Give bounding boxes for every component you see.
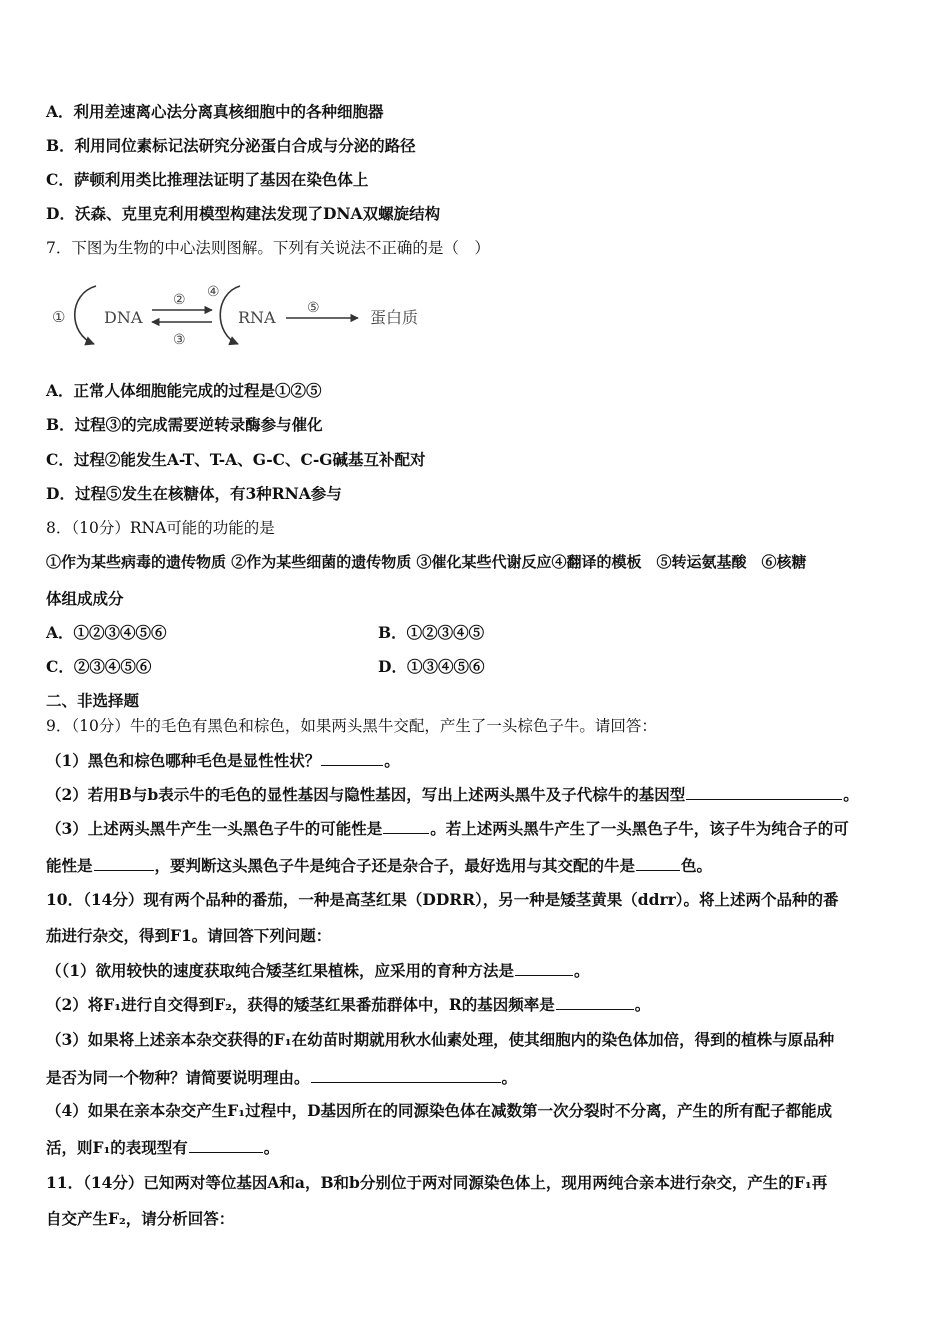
q10-part1-text: （（1）欲用较快的速度获取纯合矮茎红果植株，应采用的育种方法是 [46,961,515,980]
q9-part3-line1 [46,818,849,839]
q9-answer-blank-4[interactable] [94,855,154,871]
q6-option-b: B．利用同位素标记法研究分泌蛋白合成与分泌的路径 [46,136,416,155]
label-protein: 蛋白质 [370,308,419,327]
q9-part2 [46,784,859,805]
q7-option-d: D．过程⑤发生在核糖体，有3种RNA参与 [46,484,342,503]
q10-part1 [46,960,590,981]
q9-part1-end: 。 [384,751,400,770]
q9-part1 [46,750,400,771]
label-circle-4: ④ [207,284,220,300]
central-dogma-diagram [46,276,446,356]
q9-part3-text-b: 。若上述两头黑牛产生了一头黑色子牛，该子牛为纯合子的可 [430,819,849,838]
section-title: 二、非选择题 [46,691,140,710]
q9-answer-blank-5[interactable] [636,855,680,871]
q10-part4-end: 。 [263,1138,280,1157]
q10-part3-line1: （3）如果将上述亲本杂交获得的F₁在幼苗时期就用秋水仙素处理，使其细胞内的染色体加倍，得到的植株与原品种 [46,1030,835,1049]
q7-option-a: A．正常人体细胞能完成的过程是①②⑤ [46,381,322,400]
q8-option-d: D．①③④⑤⑥ [378,657,485,676]
q7-option-c: C．过程②能发生A-T、T-A、G-C、C-G碱基互补配对 [46,450,426,469]
q9-part3-text-a: （3）上述两头黑牛产生一头黑色子牛的可能性是 [46,819,383,838]
q6-option-a: A．利用差速离心法分离真核细胞中的各种细胞器 [46,102,384,121]
q10-part4-line1: （4）如果在亲本杂交产生F₁过程中，D基因所在的同源染色体在减数第一次分裂时不分离，产生的所有配子都能成 [46,1101,833,1120]
q10-answer-blank-3[interactable] [311,1067,501,1083]
q9-part2-end: 。 [843,785,859,804]
q10-stem-line1: 10．（14分）现有两个品种的番茄，一种是高茎红果（DDRR），另一种是矮茎黄果（ddrr）。将上述两个品种的番 [46,890,839,909]
q10-part2-end: 。 [634,995,651,1014]
q10-part2 [46,994,650,1015]
q9-answer-blank-1[interactable] [321,750,383,766]
q9-part3-text-e: 色。 [681,856,713,875]
q8-items-line1: ①作为某些病毒的遗传物质 ②作为某些细菌的遗传物质 ③催化某些代谢反应④翻译的模板 ⑤转运氨基酸 ⑥核糖 [46,553,807,571]
q11-stem-line2: 自交产生F₂，请分析回答： [46,1209,235,1228]
q8-items-line2: 体组成成分 [46,589,124,608]
q9-answer-blank-2[interactable] [686,784,842,800]
q7-option-b: B．过程③的完成需要逆转录酶参与催化 [46,415,323,434]
q9-part3-text-c: 能性是 [46,856,93,875]
replication-loop-arrow [75,286,96,344]
label-circle-1: ① [52,308,66,326]
q11-stem-line1: 11．（14分）已知两对等位基因A和a，B和b分别位于两对同源染色体上，现用两纯合亲本进行杂交，产生的F₁再 [46,1173,828,1192]
q10-part3-line2 [46,1067,517,1088]
q9-part3-text-d: ，要判断这头黑色子牛是纯合子还是杂合子，最好选用与其交配的牛是 [154,856,636,875]
q9-stem: 9．（10分）牛的毛色有黑色和棕色，如果两头黑牛交配，产生了一头棕色子牛。请回答： [46,717,657,735]
q10-part1-end: 。 [574,961,590,980]
q10-part4-text: 活，则F₁的表现型有 [46,1138,188,1157]
q7-stem: 7．下图为生物的中心法则图解。下列有关说法不正确的是（ ） [46,239,490,257]
label-rna: RNA [238,308,276,327]
q6-option-d: D．沃森、克里克利用模型构建法发现了DNA双螺旋结构 [46,204,441,223]
q8-option-b: B．①②③④⑤ [378,623,485,642]
q10-answer-blank-2[interactable] [556,994,634,1010]
label-dna: DNA [104,308,143,327]
q8-stem: 8．（10分）RNA可能的功能的是 [46,519,275,537]
q10-part4-line2 [46,1137,279,1158]
q10-part3-text: 是否为同一个物种？请简要说明理由。 [46,1068,310,1087]
label-circle-3: ③ [173,332,186,348]
q10-part2-text: （2）将F₁进行自交得到F₂，获得的矮茎红果番茄群体中，R的基因频率是 [46,995,555,1014]
q8-option-a: A．①②③④⑤⑥ [46,623,167,642]
q9-answer-blank-3[interactable] [383,818,429,834]
q8-option-c: C．②③④⑤⑥ [46,657,152,676]
q10-stem-line2: 茄进行杂交，得到F1。请回答下列问题： [46,926,332,945]
q9-part3-line2 [46,855,712,876]
label-circle-2: ② [173,292,186,308]
q10-part3-end: 。 [501,1068,518,1087]
q6-option-c: C．萨顿利用类比推理法证明了基因在染色体上 [46,170,369,189]
q10-answer-blank-1[interactable] [515,960,573,976]
q10-answer-blank-4[interactable] [189,1137,263,1153]
q9-part2-text: （2）若用B与b表示牛的毛色的显性基因与隐性基因，写出上述两头黑牛及子代棕牛的基因型 [46,785,686,804]
q9-part1-text: （1）黑色和棕色哪种毛色是显性性状？ [46,751,321,770]
label-circle-5: ⑤ [307,300,320,316]
